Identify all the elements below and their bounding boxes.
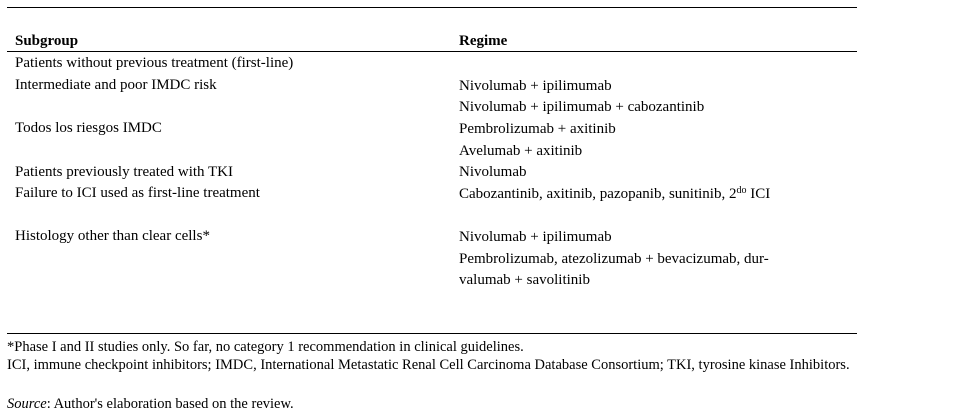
subgroup-cell: Patients without previous treatment (first-line)	[15, 55, 294, 71]
regime-cell: Nivolumab + ipilimumab + cabozantinib	[459, 99, 705, 115]
header-bottom-rule	[7, 51, 857, 52]
footnote-abbreviations: ICI, immune checkpoint inhibitors; IMDC, International Metastatic Renal Cell Carcinoma Database Consortium; TKI, tyrosine kinase Inhibitors.	[7, 357, 850, 373]
subgroup-cell: Histology other than clear cells*	[15, 228, 210, 244]
footnote-source	[7, 395, 294, 414]
regime-text-tail: ICI	[746, 186, 771, 202]
source-label: Source	[7, 396, 47, 412]
regime-header: Regime	[459, 33, 508, 49]
regime-cell: Nivolumab	[459, 164, 527, 180]
subgroup-header: Subgroup	[15, 33, 79, 49]
ordinal-superscript: do	[736, 185, 747, 196]
source-text: : Author's elaboration based on the review.	[46, 396, 294, 412]
regime-cell	[459, 184, 770, 204]
regime-cell: Nivolumab + ipilimumab	[459, 229, 612, 245]
subgroup-cell: Todos los riesgos IMDC	[15, 120, 162, 136]
subgroup-cell: Intermediate and poor IMDC risk	[15, 77, 217, 93]
regime-text: Cabozantinib, axitinib, pazopanib, sunitinib, 2	[459, 186, 737, 202]
regime-cell: Pembrolizumab, atezolizumab + bevacizumab, dur-	[459, 251, 769, 267]
table-bottom-rule	[7, 333, 857, 334]
regime-cell: Pembrolizumab + axitinib	[459, 121, 616, 137]
subgroup-cell: Failure to ICI used as first-line treatment	[15, 185, 260, 201]
subgroup-cell: Patients previously treated with TKI	[15, 164, 234, 180]
regime-cell: Nivolumab + ipilimumab	[459, 78, 612, 94]
footnote-asterisk: *Phase I and II studies only. So far, no category 1 recommendation in clinical guidelines.	[7, 339, 524, 355]
regime-cell: Avelumab + axitinib	[459, 143, 583, 159]
table-top-rule	[7, 7, 857, 8]
regime-cell: valumab + savolitinib	[459, 272, 590, 288]
